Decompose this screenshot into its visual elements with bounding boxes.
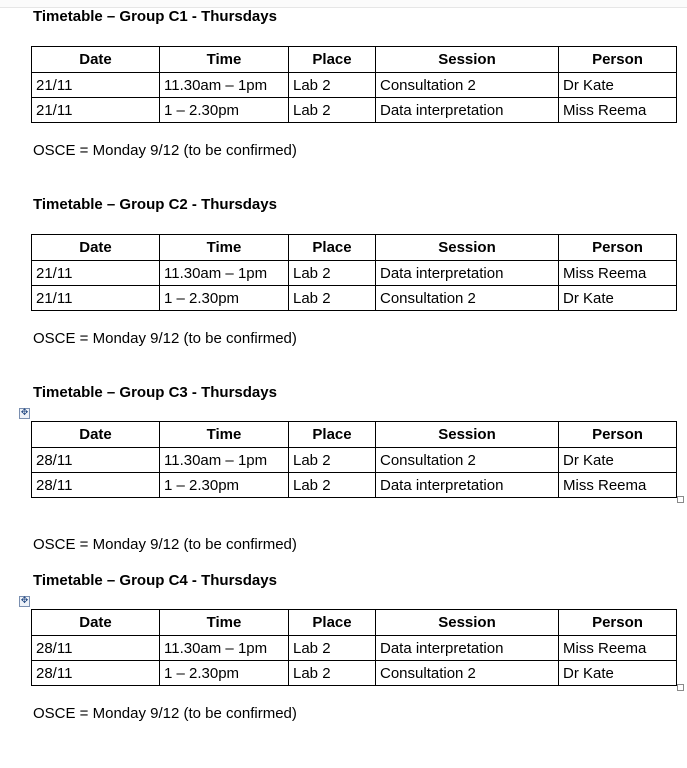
move-arrows-icon[interactable]: ✥: [20, 408, 29, 418]
cell-session[interactable]: Data interpretation: [376, 261, 559, 286]
table-row: [32, 473, 677, 498]
osce-note-c3: OSCE = Monday 9/12 (to be confirmed): [33, 536, 297, 553]
header-date: Date: [32, 422, 160, 448]
header-time: Time: [160, 610, 289, 636]
osce-note-c1: OSCE = Monday 9/12 (to be confirmed): [33, 142, 297, 159]
table-header-row: [32, 610, 677, 636]
cell-person[interactable]: Miss Reema: [559, 98, 677, 123]
cell-date[interactable]: 21/11: [32, 261, 160, 286]
table-header-row: [32, 422, 677, 448]
cell-place[interactable]: Lab 2: [289, 98, 376, 123]
table-row: [32, 98, 677, 123]
cell-session[interactable]: Data interpretation: [376, 98, 559, 123]
table-header-row: [32, 235, 677, 261]
cell-time[interactable]: 1 – 2.30pm: [160, 661, 289, 686]
cell-person[interactable]: Dr Kate: [559, 448, 677, 473]
cell-place[interactable]: Lab 2: [289, 261, 376, 286]
cell-place[interactable]: Lab 2: [289, 636, 376, 661]
cell-session[interactable]: Consultation 2: [376, 286, 559, 311]
table-row: [32, 261, 677, 286]
cell-date[interactable]: 28/11: [32, 473, 160, 498]
header-session: Session: [376, 235, 559, 261]
header-place: Place: [289, 47, 376, 73]
cell-place[interactable]: Lab 2: [289, 73, 376, 98]
cell-place[interactable]: Lab 2: [289, 473, 376, 498]
timetable-heading-c3: Timetable – Group C3 - Thursdays: [33, 384, 277, 401]
cell-session[interactable]: Consultation 2: [376, 661, 559, 686]
table-header-row: [32, 47, 677, 73]
cell-date[interactable]: 28/11: [32, 661, 160, 686]
header-place: Place: [289, 422, 376, 448]
table-row: [32, 448, 677, 473]
cell-person[interactable]: Miss Reema: [559, 473, 677, 498]
timetable-table-c4[interactable]: [31, 609, 677, 686]
header-person: Person: [559, 422, 677, 448]
header-time: Time: [160, 47, 289, 73]
timetable-table-c2[interactable]: [31, 234, 677, 311]
cell-time[interactable]: 1 – 2.30pm: [160, 473, 289, 498]
cell-person[interactable]: Dr Kate: [559, 286, 677, 311]
cell-session[interactable]: Consultation 2: [376, 73, 559, 98]
header-person: Person: [559, 610, 677, 636]
cell-session[interactable]: Data interpretation: [376, 636, 559, 661]
cell-session[interactable]: Data interpretation: [376, 473, 559, 498]
page-top-edge: [0, 0, 687, 8]
header-person: Person: [559, 235, 677, 261]
header-time: Time: [160, 235, 289, 261]
header-session: Session: [376, 47, 559, 73]
cell-person[interactable]: Dr Kate: [559, 661, 677, 686]
cell-time[interactable]: 11.30am – 1pm: [160, 636, 289, 661]
timetable-heading-c2: Timetable – Group C2 - Thursdays: [33, 196, 277, 213]
resize-square-icon[interactable]: [677, 496, 684, 503]
header-session: Session: [376, 422, 559, 448]
cell-person[interactable]: Miss Reema: [559, 261, 677, 286]
cell-date[interactable]: 28/11: [32, 636, 160, 661]
cell-time[interactable]: 11.30am – 1pm: [160, 261, 289, 286]
cell-date[interactable]: 21/11: [32, 286, 160, 311]
cell-date[interactable]: 21/11: [32, 73, 160, 98]
cell-person[interactable]: Dr Kate: [559, 73, 677, 98]
cell-place[interactable]: Lab 2: [289, 286, 376, 311]
cell-place[interactable]: Lab 2: [289, 661, 376, 686]
cell-time[interactable]: 1 – 2.30pm: [160, 98, 289, 123]
osce-note-c4: OSCE = Monday 9/12 (to be confirmed): [33, 705, 297, 722]
header-place: Place: [289, 235, 376, 261]
table-row: [32, 73, 677, 98]
header-person: Person: [559, 47, 677, 73]
move-arrows-icon[interactable]: ✥: [20, 596, 29, 606]
timetable-heading-c4: Timetable – Group C4 - Thursdays: [33, 572, 277, 589]
header-time: Time: [160, 422, 289, 448]
timetable-table-c3[interactable]: [31, 421, 677, 498]
timetable-heading-c1: Timetable – Group C1 - Thursdays: [33, 8, 277, 25]
cell-time[interactable]: 11.30am – 1pm: [160, 73, 289, 98]
cell-date[interactable]: 28/11: [32, 448, 160, 473]
header-date: Date: [32, 47, 160, 73]
osce-note-c2: OSCE = Monday 9/12 (to be confirmed): [33, 330, 297, 347]
header-place: Place: [289, 610, 376, 636]
timetable-table-c1[interactable]: [31, 46, 677, 123]
table-row: [32, 286, 677, 311]
table-row: [32, 636, 677, 661]
resize-square-icon[interactable]: [677, 684, 684, 691]
cell-person[interactable]: Miss Reema: [559, 636, 677, 661]
cell-session[interactable]: Consultation 2: [376, 448, 559, 473]
cell-time[interactable]: 11.30am – 1pm: [160, 448, 289, 473]
header-date: Date: [32, 610, 160, 636]
cell-time[interactable]: 1 – 2.30pm: [160, 286, 289, 311]
table-row: [32, 661, 677, 686]
cell-date[interactable]: 21/11: [32, 98, 160, 123]
cell-place[interactable]: Lab 2: [289, 448, 376, 473]
header-date: Date: [32, 235, 160, 261]
header-session: Session: [376, 610, 559, 636]
